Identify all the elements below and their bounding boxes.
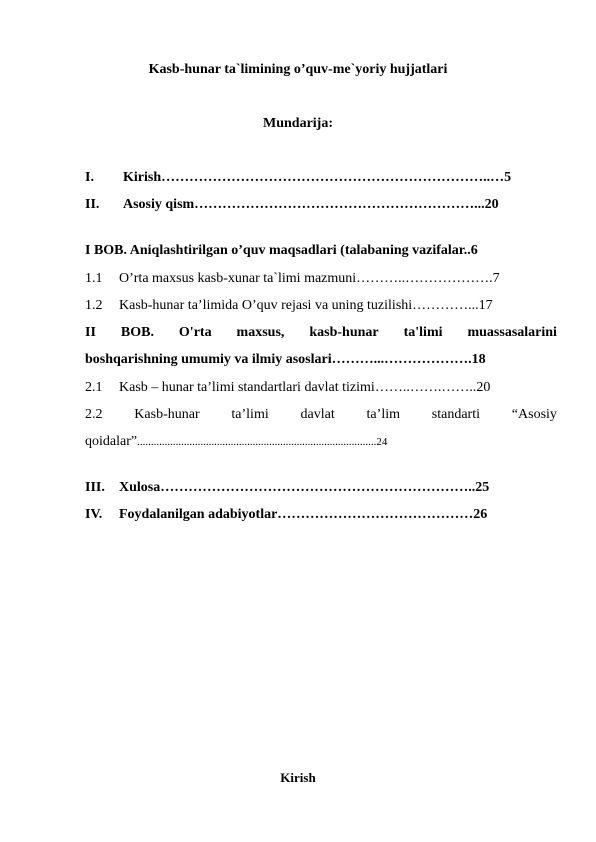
- toc-word: muassasalarini: [467, 325, 557, 340]
- toc-section-2-1[interactable]: [85, 380, 490, 396]
- toc-chapter-2-line-1[interactable]: [85, 325, 557, 341]
- toc-entry-intro[interactable]: [85, 170, 511, 186]
- toc-section-1-2[interactable]: [85, 298, 493, 314]
- toc-section-2-2-line-1[interactable]: [85, 407, 557, 423]
- toc-word: standarti: [431, 407, 480, 422]
- toc-word: II: [85, 325, 96, 340]
- toc-entry-main[interactable]: [85, 197, 499, 213]
- toc-entry-text: qoidalar”: [85, 434, 138, 449]
- toc-word: ta’lim: [366, 407, 400, 422]
- toc-chapter-2-line-2[interactable]: boshqarishning umumiy va ilmiy asoslari………...……………….18: [85, 352, 486, 367]
- toc-word: Kasb-hunar: [134, 407, 200, 422]
- toc-word: O'rta: [178, 325, 212, 340]
- toc-word: ta'limi: [403, 325, 443, 340]
- toc-entry-references[interactable]: [85, 507, 487, 523]
- toc-entry-number: 1.2: [85, 298, 103, 313]
- toc-word: kasb-hunar: [309, 325, 379, 340]
- toc-entry-text: Asosiy qism……………………………………………………...20: [123, 197, 499, 212]
- toc-word: davlat: [300, 407, 335, 422]
- toc-section-2-2-line-2[interactable]: [85, 434, 387, 450]
- toc-entry-text: Kasb-hunar ta’limida O’quv rejasi va uning tuzilishi…………...17: [119, 298, 493, 313]
- toc-entry-number: 1.1: [85, 271, 103, 286]
- document-title: Kasb-hunar ta`limining o’quv-me`yoriy hujjatlari: [148, 62, 448, 77]
- toc-heading: Mundarija:: [263, 116, 333, 131]
- toc-word: maxsus,: [236, 325, 285, 340]
- toc-section-1-1[interactable]: [85, 271, 500, 287]
- toc-entry-conclusion[interactable]: [85, 480, 489, 496]
- toc-entry-text: Kasb – hunar ta’limi standartlari davlat tizimi……..…….……..20: [119, 380, 491, 395]
- toc-entry-number: II.: [85, 197, 100, 212]
- toc-entry-text: Kirish……………………………………………………………..…5: [123, 170, 512, 185]
- toc-word: “Asosiy: [511, 407, 557, 422]
- toc-entry-text: Xulosa…………………………………………………………..25: [119, 480, 490, 495]
- toc-entry-text: Foydalanilgan adabiyotlar……………………………………26: [119, 507, 488, 522]
- toc-word: 2.2: [85, 407, 103, 422]
- toc-word: ta’limi: [231, 407, 269, 422]
- toc-word: BOB.: [120, 325, 154, 340]
- page-footer-heading: Kirish: [280, 770, 316, 785]
- toc-chapter-1[interactable]: I BOB. Aniqlashtirilgan o’quv maqsadlari (talabaning vazifalar..6: [85, 243, 478, 258]
- toc-entry-number: III.: [85, 480, 105, 495]
- toc-entry-number: 2.1: [85, 380, 103, 395]
- toc-entry-number: I.: [85, 170, 94, 185]
- toc-entry-text: O’rta maxsus kasb-xunar ta`limi mazmuni………..……………….7: [119, 271, 500, 286]
- toc-entry-dots: .......................................................................................24: [137, 436, 388, 448]
- toc-entry-number: IV.: [85, 507, 103, 522]
